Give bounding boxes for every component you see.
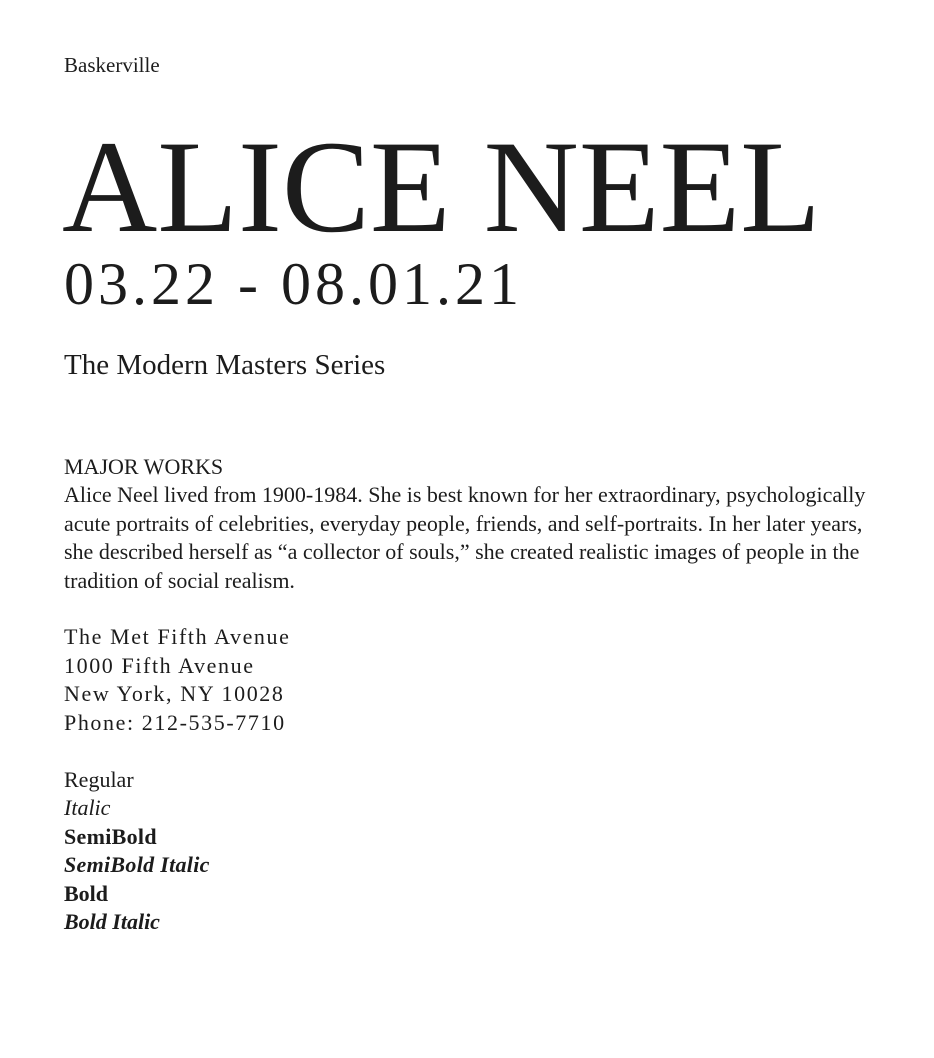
address-line-street: 1000 Fifth Avenue (64, 652, 255, 678)
exhibition-title: ALICE NEEL (62, 113, 821, 260)
style-sample-italic: Italic (64, 795, 111, 821)
style-sample-semibold-italic: SemiBold Italic (64, 852, 210, 878)
address-line-phone: Phone: 212-535-7710 (64, 709, 286, 735)
font-style-samples (64, 766, 210, 936)
style-sample-regular: Regular (64, 767, 134, 792)
address-line-venue: The Met Fifth Avenue (64, 624, 291, 649)
exhibition-dates: 03.22 - 08.01.21 (64, 251, 523, 317)
style-sample-semibold: SemiBold (64, 823, 157, 849)
major-works-heading: MAJOR WORKS (64, 454, 224, 479)
style-sample-bold: Bold (64, 880, 109, 906)
series-subtitle: The Modern Masters Series (64, 349, 386, 381)
font-name-label: Baskerville (64, 53, 160, 77)
major-works-description: Alice Neel lived from 1900-1984. She is best known for her extraordinary, psychologically acute portraits of celebrities, everyday people, friends, and self-portraits. In her later years, she described herself as “a collector of souls,” she created realistic images of people in the tradition of social realism. (64, 482, 866, 593)
address-line-city: New York, NY 10028 (64, 681, 285, 707)
museum-address (64, 623, 291, 737)
style-sample-bold-italic: Bold Italic (64, 909, 160, 935)
